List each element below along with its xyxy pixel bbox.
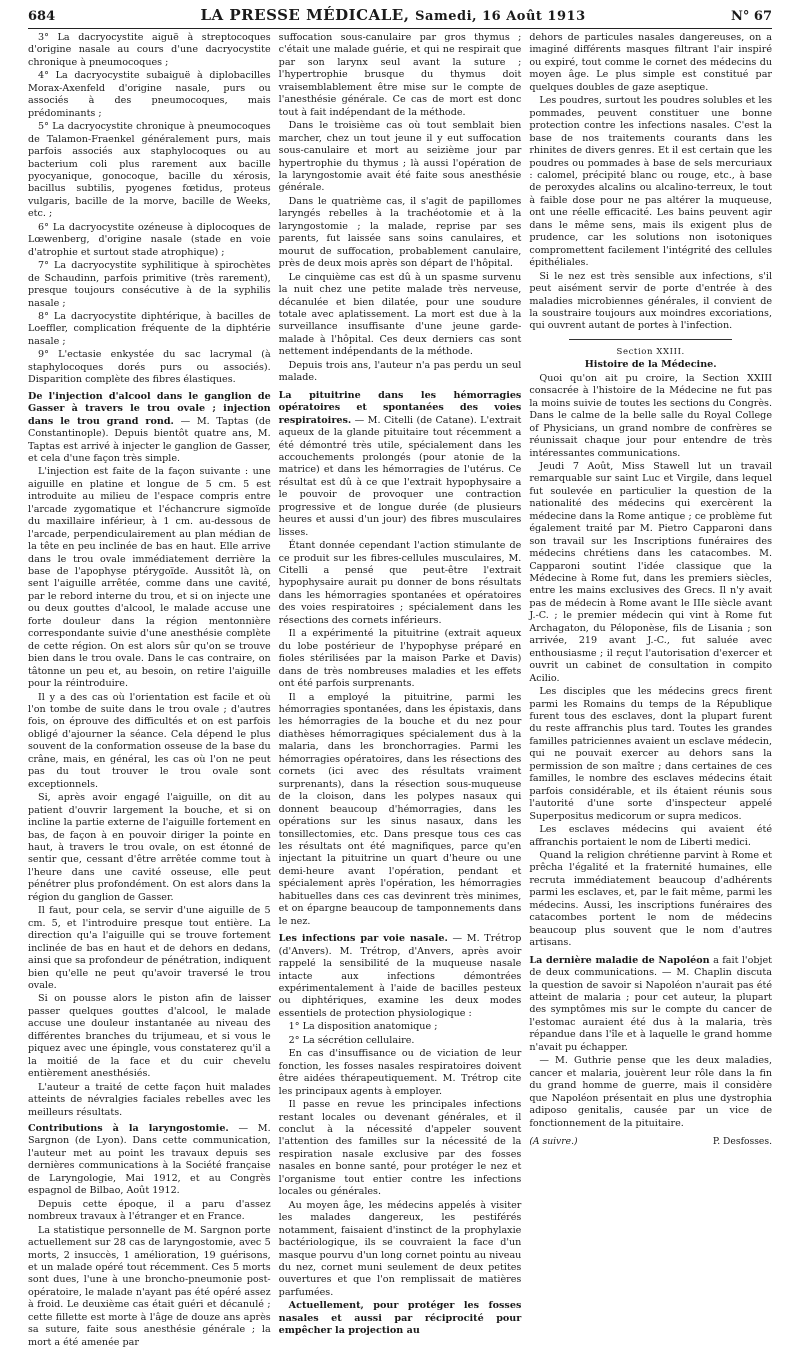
paragraph: Le cinquième cas est dû à un spasme survenu la nuit chez une petite malade très nerveuse, décanulée et bien dilatée, pour une soudure totale avec aplatissement. La mort est due à la surveillance insuffisante d'une jeune garde-malade à l'hôpital. Ces deux derniers cas sont nettement indépendants de la méthode.: [278, 271, 522, 358]
paragraph: Les poudres, surtout les poudres solubles et les pommades, peuvent constituer une bonne protection contre les infections nasales. C'est la base de nos traitements courants dans les rhinites de divers genres. Et il est certain que les poudres ou pommades à base de sels mercuriaux : calomel, précipité blanc ou rouge, etc., à base de peroxydes alcalins ou alcalino-terreux, le tout à faible dose pour ne pas altérer la muqueuse, ont une réelle efficacité. Les bains peuvent agir dans le même sens, mais ils exigent plus de prudence, car les solutions non isotoniques compromettent facilement l'intégrité des cellules épithéliales.: [529, 95, 773, 269]
paragraph: L'auteur a traité de cette façon huit malades atteints de névralgies faciales rebelles avec les meilleurs résultats.: [28, 1081, 271, 1118]
paragraph: Les disciples que les médecins grecs firent parmi les Romains du temps de la République furent tous des esclaves, dont la plupart furent du reste affranchis plus tard. Toutes les grandes familles patriciennes avaient un esclave médecin, qui ne pouvait exercer au dehors sans la permission de son maître ; dans certaines de ces familles, le nombre des esclaves médecins était parfois considérable, et ils étaient réunis sous l'autorité d'une sorte d'inspecteur appelé Superpositus medicorum or supra medicos.: [529, 686, 773, 822]
paragraph: Si, après avoir engagé l'aiguille, on dit au patient d'ouvrir largement la bouche, et si on incline la partie externe de l'aiguille fortement en bas, de façon à en pouvoir diriger la pointe en haut, à travers le trou ovale, on est étonné de sentir que, cessant d'être arrêtée comme tout à l'heure dans une cavité osseuse, elle peut pénétrer plus profondément. On est alors dans la région du ganglion de Gasser.: [28, 792, 271, 903]
paragraph: Au moyen âge, les médecins appelés à visiter les malades dangereux, les pestiférés notamment, faisaient d'instinct de la prophylaxie bactériologique, ils se couvraient la face d'un masque pourvu d'un long cornet pointu au niveau du nez, cornet muni seulement de deux petites ouvertures et que l'on remplissait de matières parfumées.: [278, 1199, 522, 1298]
paragraph: En cas d'insuffisance ou de viciation de leur fonction, les fosses nasales respiratoires doivent être aidées thérapeutiquement. M. Trétrop cite les principaux agents à employer.: [278, 1048, 522, 1097]
paragraph: Il passe en revue les principales infections restant locales ou devenant générales, et il conclut à la nécessité d'appeler souvent l'attention des familles sur la nécessité de la respiration nasale exclusive par des fosses nasales en bonne santé, pour protéger le nez et l'organisme tout entier contre les infections locales ou générales.: [278, 1099, 522, 1198]
section-intro: — M. Citelli (de Catane). L'extrait aqueux de la glande pituitaire tout récemment a été démontré très utile, spécialement dans les accouchements prolongés (pour atonie de la matrice) et dans les hémorragies de l'utérus. Ce résultat est dû à ce que l'extrait hypophysaire a le pouvoir de provoquer une contraction progressive et de longue durée (de plusieurs heures et aussi d'un jour) des fibres musculaires lisses.: [278, 414, 522, 538]
journal-name: LA PRESSE MÉDICALE,: [200, 6, 410, 24]
paragraph: Étant donnée cependant l'action stimulante de ce produit sur les fibres-cellules musculaires, M. Citelli a pensé que peut-être l'extrait hypophysaire aurait pu donner de bons résultats dans les hémorragies spontanées et opératoires des voies respiratoires ; spécialement dans les résections des cornets inférieurs.: [278, 540, 522, 626]
section-intro: — M. Sargnon (de Lyon). Dans cette communication, l'auteur met au point les travaux depuis ses dernières communications à la Société française de Laryngologie, Mai 1912, et au Congrès espagnol de Bilbao, Août 1912.: [28, 1122, 271, 1197]
column-3: [529, 32, 773, 1147]
paragraph: dehors de particules nasales dangereuses, on a imaginé différents masques filtrant l'air inspiré ou expiré, tout comme le cornet des médecins du moyen âge. Le plus simple est constitué par quelques doubles de gaze aseptique.: [529, 32, 773, 93]
paragraph: 8° La dacryocystite diphtérique, à bacilles de Loeffler, complication fréquente de la diphtérie nasale ;: [28, 310, 271, 347]
paragraph: suffocation sous-canulaire par gros thymus ; c'était une malade guérie, et qui ne respirait que par son larynx seul avant la suture ; l'hypertrophie brusque du thymus doit vraisemblablement être mise sur le compte de l'anesthésie générale. Ce cas de mort est donc tout à fait indépendant de la méthode.: [278, 32, 522, 118]
section-title: De l'injection d'alcool dans le ganglion de Gasser à travers le trou ovale ; injection dans le trou grand rond.: [28, 390, 271, 427]
to-be-continued: (A suivre.): [529, 1135, 578, 1147]
paragraph: Dans le quatrième cas, il s'agit de papillomes laryngés rebelles à la trachéotomie et à la laryngostomie ; la malade, reprise par ses parents, fut laissée sans soins canulaires, et mourut de suffocation, probablement canulaire, près de deux mois après son départ de l'hôpital.: [278, 195, 522, 270]
paragraph: Il y a des cas où l'orientation est facile et où l'on tombe de suite dans le trou ovale ; d'autres fois, on éprouve des difficultés et on est parfois obligé d'ajourner la séance. Cela dépend le plus souvent de la conformation osseuse de la base du crâne, mais, en général, les cas où l'on ne peut pas du tout trouver le trou ovale sont exceptionnels.: [28, 691, 271, 790]
paragraph: 9° L'ectasie enkystée du sac lacrymal (à staphylocoques dorés purs ou associés). Disparition complète des fibres élastiques.: [28, 349, 271, 386]
page-header: [28, 6, 772, 29]
paragraph: Depuis cette époque, il a paru d'assez nombreux travaux à l'étranger et en France.: [28, 1198, 271, 1223]
paragraph: Il a expérimenté la pituitrine (extrait aqueux du lobe postérieur de l'hypophyse préparé en fioles stérilisées par la maison Parke et Davis) dans de très nombreuses maladies et les effets ont été parfois surprenants.: [278, 628, 522, 690]
paragraph: 6° La dacryocystite ozéneuse à diplocoques de Lœwenberg, d'origine nasale (stade en voie d'atrophie et surtout stade atrophique) ;: [28, 221, 271, 258]
paragraph: Il a employé la pituitrine, parmi les hémorragies spontanées, dans les épistaxis, dans les hémorragies de la bouche et du nez pour diathèses hémorragiques spécialement dus à la malaria, dans les bronchorragies. Parmi les hémorragies opératoires, dans les résections des cornets (ici avec des résultats vraiment surprenants), dans la résection sous-muqueuse de la cloison, dans les polypes nasaux qui donnent beaucoup d'hémorragies, dans les opérations sur les sinus nasaux, dans les tonsillectomies, etc. Dans presque tous ces cas les résultats ont été magnifiques, parce qu'en injectant la pituitrine un quart d'heure ou une demi-heure avant l'opération, pendant et spécialement après l'opération, les hémorragies habituelles dans ces cas devinrent très minimes, et on épargne beaucoup de tamponnements dans le nez.: [278, 691, 522, 927]
paragraph: Depuis trois ans, l'auteur n'a pas perdu un seul malade.: [278, 359, 522, 384]
section-heading: [28, 391, 271, 466]
section-heading: [529, 955, 772, 1055]
section-title: La pituitrine dans les hémorragies opératoires et spontanées des voies respiratoires.: [278, 389, 522, 426]
section-title: Contributions à la laryngostomie.: [28, 1122, 229, 1134]
column-1: [28, 32, 271, 1348]
paragraph: Quand la religion chrétienne parvint à Rome et prêcha l'égalité et la fraternité humaines, elle recruta immédiatement beaucoup d'adhérents parmi les esclaves, et, par le fait même, parmi les médecins. Aussi, les inscriptions funéraires des catacombes portent le nom de médecins beaucoup plus souvent que le nom d'autres artisans.: [529, 850, 773, 949]
paragraph: 3° La dacryocystite aiguë à streptocoques d'origine nasale au cours d'une dacryocystite chronique à pneumocoques ;: [28, 32, 271, 68]
paragraph: 4° La dacryocystite subaiguë à diplobacilles Morax-Axenfeld d'origine nasale, purs ou associés à des pneumocoques, mais prédominants ;: [28, 70, 271, 119]
list-item: 2° La sécrétion cellulaire.: [288, 1034, 415, 1046]
article-columns: [28, 32, 773, 1348]
paragraph: Dans le troisième cas où tout semblait bien marcher, chez un tout jeune il y eut suffocation sous-canulaire et mort au seizième jour par hypertrophie du thymus ; là aussi l'opération de la laryngostomie avait été faite sous anesthésie générale.: [278, 120, 522, 194]
signoff: [529, 1136, 772, 1148]
paragraph: Actuellement, pour protéger les fosses nasales et aussi par réciprocité pour empêcher la projection au: [278, 1300, 522, 1337]
journal-title: [201, 6, 586, 24]
paragraph: L'injection est faite de la façon suivante : une aiguille en platine et longue de 5 cm. 5 est introduite au milieu de l'espace compris entre l'arcade zygomatique et l'échancrure sigmoïde du maxillaire inférieur, à 1 cm. au-dessous de l'arcade, perpendiculairement au plan médian de la tête en peu inclinée de bas en haut. Elle arrive dans le trou ovale immédiatement derrière la base de l'apophyse ptérygoïde. Aussitôt là, on sent l'aiguille arrêtée, comme dans une cavité, par le rebord interne du trou, et si on injecte une ou deux gouttes d'alcool, le malade accuse une forte douleur dans la région mentonnière correspondante suivie d'une anesthésie complète de cette région. On est alors sûr qu'on se trouve bien dans le trou ovale. Dans le cas contraire, on tâtonne un peu et, au besoin, on retire l'aiguille pour la réintroduire.: [28, 466, 271, 690]
section-heading: [279, 390, 522, 539]
section-number: Section XXIII.: [616, 346, 685, 357]
section-heading: [279, 933, 522, 1020]
paragraph: Les esclaves médecins qui avaient été affranchis portaient le nom de Liberti medici.: [529, 824, 773, 848]
section-title: Les infections par voie nasale.: [278, 933, 448, 945]
section-intro: — M. Trétrop (d'Anvers). M. Trétrop, d'Anvers, après avoir rappelé la sensibilité de la muqueuse nasale intacte aux infections démontrées expérimentalement à l'aide de bacilles pesteux ou diphtériques, examine les deux modes essentiels de protection physiologique :: [278, 933, 522, 1019]
section-name: Histoire de la Médecine.: [584, 359, 717, 371]
paragraph: 7° La dacryocystite syphilitique à spirochètes de Schaudinn, parfois primitive (très rarement), presque toujours consécutive à de la syphilis nasale ;: [28, 260, 271, 309]
paragraph: Si on pousse alors le piston afin de laisser passer quelques gouttes d'alcool, le malade accuse une douleur instantanée au niveau des différentes branches du trijumeau, et si vous le piquez avec une épingle, vous constaterez qu'il a la moitié de la face et du cuir chevelu entièrement anesthésiés.: [28, 993, 271, 1080]
author-signature: P. Desfosses.: [712, 1135, 773, 1147]
paragraph: Jeudi 7 Août, Miss Stawell lut un travail remarquable sur saint Luc et Virgile, dans lequel fut soulevée en particulier la question de la nationalité des médecins qui exercèrent la médecine dans la Rome antique ; ce problème fut également traité par M. Pietro Capparoni dans son travail sur les Inscriptions funéraires des médecins chrétiens dans les catacombes. M. Capparoni soutint l'idée classique que la Médecine à Rome fut, dans les premiers siècles, entre les mains exclusives des Grecs. Il n'y avait pas de médecin à Rome avant le IIIe siècle avant J.-C. ; le premier médecin qui vint à Rome fut Archagaton, du Péloponèse, fils de Lisania ; son arrivée, 219 avant J.-C., fut saluée avec enthousiasme ; il reçut l'autorisation d'exercer et ouvrit un cabinet de consultation in compito Acilio.: [529, 460, 773, 684]
column-2: [278, 32, 522, 1337]
issue-number: N° 67: [730, 9, 772, 24]
paragraph: La statistique personnelle de M. Sargnon porte actuellement sur 28 cas de laryngostomie, avec 5 morts, 2 insuccès, 1 amélioration, 19 guérisons, et un malade opéré tout récemment. Ces 5 morts sont dues, l'une à une broncho-pneumonie post-opératoire, le malade n'ayant pas été opéré assez à froid. Le deuxième cas était guéri et décanulé ; cette fillette est morte à l'âge de douze ans après sa suture, faite sous anesthésie générale ; la mort a été amenée par: [28, 1224, 271, 1348]
issue-date: Samedi, 16 Août 1913: [415, 9, 586, 24]
paragraph: — M. Guthrie pense que les deux maladies, cancer et malaria, jouèrent leur rôle dans la fin du grand homme de guerre, mais il considère que Napoléon présentait en plus une dystrophia adiposo genitalis, causée par un vice de fonctionnement de la pituitaire.: [529, 1055, 773, 1129]
section-divider: [569, 339, 732, 340]
paragraph: Il faut, pour cela, se servir d'une aiguille de 5 cm. 5, et l'introduire presque tout entière. La direction qu'a l'aiguille qui se trouve fortement inclinée de bas en haut et de dehors en dedans, ainsi que sa profondeur de pénétration, indiquent bien qu'elle ne peut qu'avoir traversé le trou ovale.: [28, 905, 271, 991]
section-intro: a fait l'objet de deux communications. — M. Chaplin discuta la question de savoir si Napoléon n'aurait pas été atteint de malaria ; pour cet auteur, la plupart des symptômes mis sur le compte du cancer de l'estomac auraient été dus à la malaria, très répandue dans l'île et à laquelle le grand homme n'avait pu échapper.: [529, 954, 773, 1053]
page-number: 684: [28, 9, 56, 24]
paragraph: 5° La dacryocystite chronique à pneumocoques de Talamon-Fraenkel généralement purs, mais parfois associés aux staphylocoques ou au bacterium coli plus rarement aux bacille pyocyanique, gonocoque, bacille du xérosis, bacillus subtilis, pyogenes fœtidus, proteus vulgaris, bacille de la morve, bacille de Weeks, etc. ;: [28, 121, 271, 220]
section-heading: [28, 1123, 271, 1198]
paragraph: Quoi qu'on ait pu croire, la Section XXIII consacrée à l'histoire de la Médecine ne fut pas la moins suivie de toutes les sections du Congrès. Dans le calme de la belle salle du Royal College of Physicians, un grand nombre de confrères se réunissait chaque jour pour entendre de très intéressantes communications.: [529, 372, 773, 459]
paragraph: Si le nez est très sensible aux infections, s'il peut aisément servir de porte d'entrée à des maladies microbiennes générales, il convient de la soustraire toujours aux moindres excoriations, qui ouvrent autant de portes à l'infection.: [529, 270, 773, 332]
section-title: La dernière maladie de Napoléon: [529, 954, 710, 966]
list-item: 1° La disposition anatomique ;: [288, 1021, 438, 1033]
section-intro: — M. Taptas (de Constantinople). Depuis bientôt quatre ans, M. Taptas est arrivé à injecter le ganglion de Gasser, et cela d'une façon très simple.: [28, 415, 271, 464]
